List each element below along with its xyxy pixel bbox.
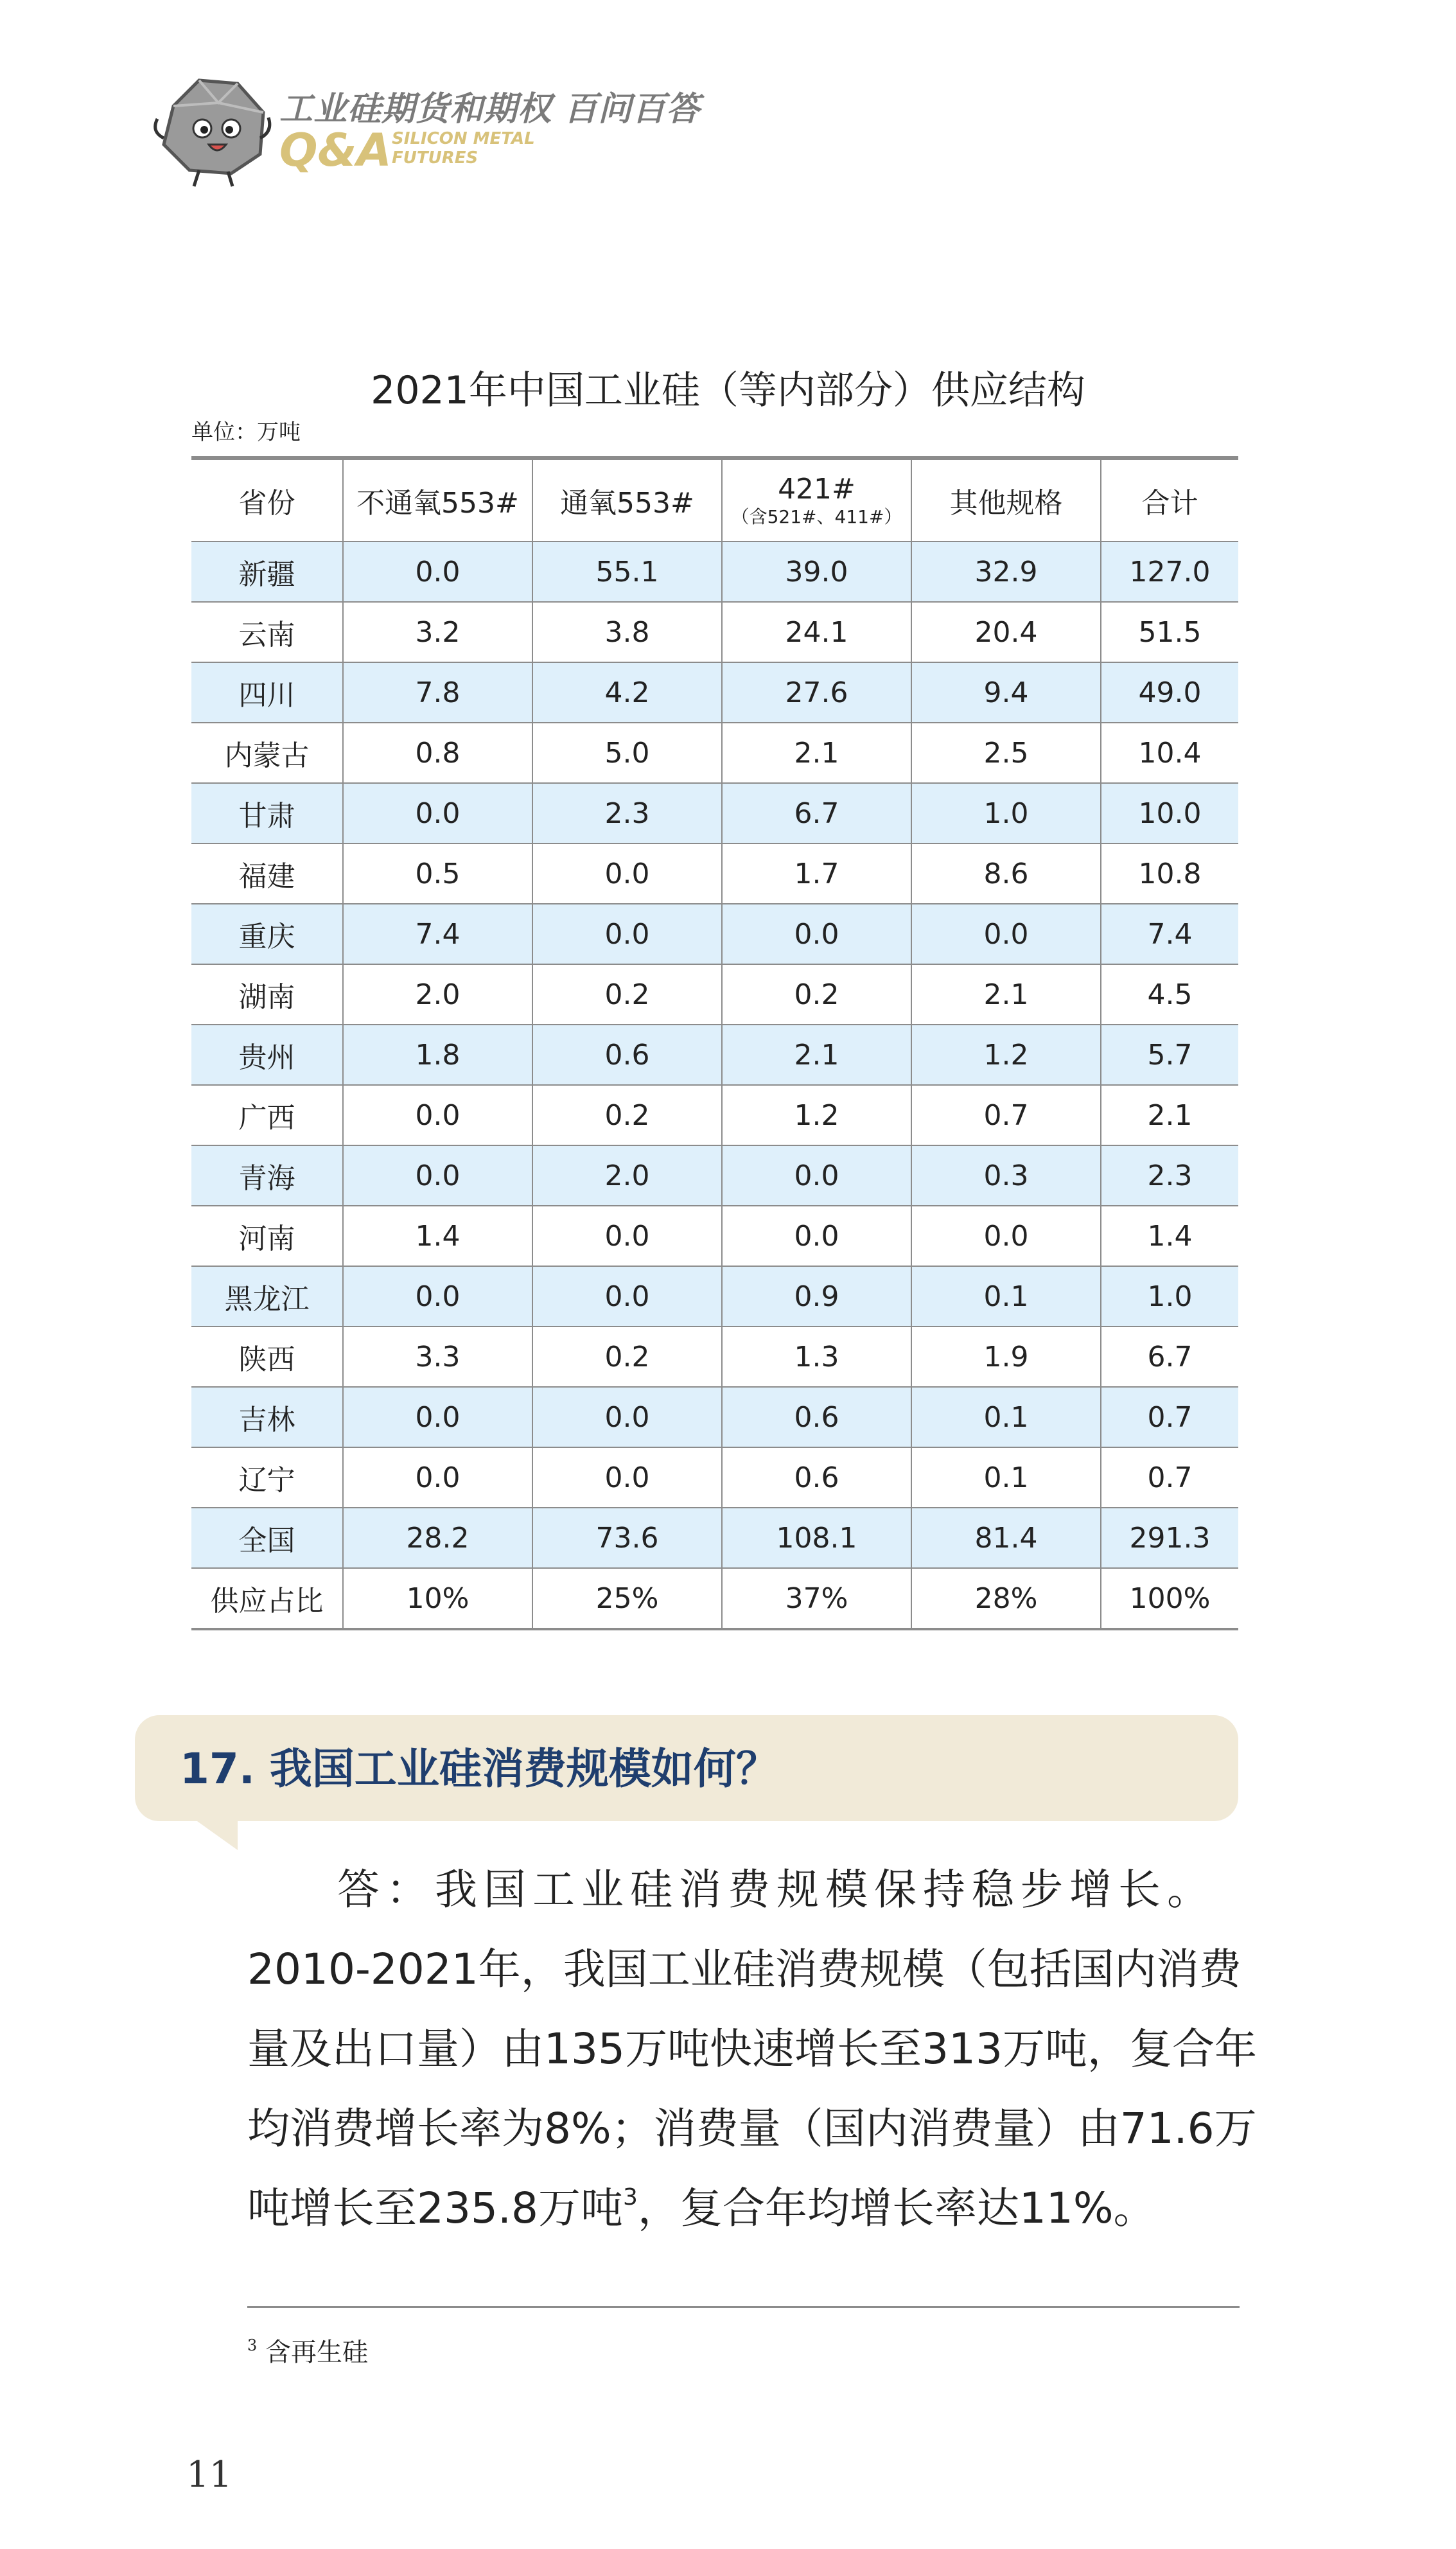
province-cell: 供应占比 xyxy=(191,1568,343,1629)
column-header-main: 421# xyxy=(778,473,855,506)
column-header xyxy=(722,458,911,542)
province-cell: 吉林 xyxy=(191,1387,343,1447)
value-cell: 51.5 xyxy=(1101,602,1238,662)
column-header: 不通氧553# xyxy=(343,458,532,542)
value-cell: 0.2 xyxy=(532,1327,722,1387)
value-cell: 7.4 xyxy=(343,904,532,964)
answer-line: 答：我国工业硅消费规模保持稳步增长。 xyxy=(337,1865,1216,1914)
table-row xyxy=(191,1327,1238,1387)
table-title: 2021年中国工业硅（等内部分）供应结构 xyxy=(371,368,1085,413)
value-cell: 100% xyxy=(1101,1568,1238,1629)
value-cell: 20.4 xyxy=(911,602,1101,662)
value-cell: 0.0 xyxy=(532,843,722,904)
province-cell: 新疆 xyxy=(191,542,343,602)
table-row xyxy=(191,1568,1238,1629)
table-header-row xyxy=(191,458,1238,542)
page-header xyxy=(148,67,726,190)
value-cell: 108.1 xyxy=(722,1508,911,1568)
value-cell: 0.7 xyxy=(911,1085,1101,1145)
table-row xyxy=(191,1025,1238,1085)
province-cell: 全国 xyxy=(191,1508,343,1568)
value-cell: 7.8 xyxy=(343,662,532,723)
brand-subtitle-line1: SILICON METAL xyxy=(392,129,535,148)
table-row xyxy=(191,662,1238,723)
value-cell: 8.6 xyxy=(911,843,1101,904)
province-cell: 重庆 xyxy=(191,904,343,964)
footnote-text: 含再生硅 xyxy=(265,2338,368,2367)
province-cell: 河南 xyxy=(191,1206,343,1266)
value-cell: 0.2 xyxy=(722,964,911,1025)
value-cell: 0.0 xyxy=(343,783,532,843)
value-cell: 0.0 xyxy=(343,542,532,602)
value-cell: 0.0 xyxy=(343,1266,532,1327)
value-cell: 0.0 xyxy=(343,1447,532,1508)
value-cell: 0.0 xyxy=(532,1266,722,1327)
value-cell: 81.4 xyxy=(911,1508,1101,1568)
value-cell: 3.2 xyxy=(343,602,532,662)
value-cell: 0.0 xyxy=(722,1145,911,1206)
table-row xyxy=(191,1447,1238,1508)
value-cell: 291.3 xyxy=(1101,1508,1238,1568)
value-cell: 32.9 xyxy=(911,542,1101,602)
value-cell: 0.0 xyxy=(722,904,911,964)
table-row xyxy=(191,1145,1238,1206)
value-cell: 3.8 xyxy=(532,602,722,662)
answer-paragraph xyxy=(247,1850,1257,2248)
value-cell: 10.8 xyxy=(1101,843,1238,904)
value-cell: 37% xyxy=(722,1568,911,1629)
table-row xyxy=(191,602,1238,662)
page-number: 11 xyxy=(186,2454,232,2496)
footnote xyxy=(247,2332,368,2368)
value-cell: 0.1 xyxy=(911,1447,1101,1508)
value-cell: 10% xyxy=(343,1568,532,1629)
brand-title: 工业硅期货和期权 百问百答 xyxy=(279,90,701,128)
value-cell: 10.0 xyxy=(1101,783,1238,843)
footnote-mark: 3 xyxy=(247,2336,258,2354)
brand-subtitle-line2: FUTURES xyxy=(392,148,478,168)
value-cell: 1.0 xyxy=(911,783,1101,843)
value-cell: 28.2 xyxy=(343,1508,532,1568)
brand-subtitle xyxy=(392,129,535,168)
value-cell: 0.0 xyxy=(722,1206,911,1266)
province-cell: 内蒙古 xyxy=(191,723,343,783)
value-cell: 5.7 xyxy=(1101,1025,1238,1085)
value-cell: 0.0 xyxy=(911,1206,1101,1266)
value-cell: 39.0 xyxy=(722,542,911,602)
value-cell: 1.0 xyxy=(1101,1266,1238,1327)
value-cell: 2.1 xyxy=(722,723,911,783)
supply-structure-table xyxy=(191,456,1238,1630)
province-cell: 青海 xyxy=(191,1145,343,1206)
value-cell: 0.7 xyxy=(1101,1447,1238,1508)
value-cell: 2.3 xyxy=(1101,1145,1238,1206)
table-row xyxy=(191,964,1238,1025)
column-header: 通氧553# xyxy=(532,458,722,542)
value-cell: 2.0 xyxy=(532,1145,722,1206)
value-cell: 0.2 xyxy=(532,1085,722,1145)
value-cell: 0.0 xyxy=(532,1447,722,1508)
value-cell: 0.0 xyxy=(343,1085,532,1145)
value-cell: 6.7 xyxy=(722,783,911,843)
value-cell: 10.4 xyxy=(1101,723,1238,783)
value-cell: 0.0 xyxy=(532,904,722,964)
value-cell: 0.0 xyxy=(532,1206,722,1266)
value-cell: 1.4 xyxy=(1101,1206,1238,1266)
value-cell: 0.3 xyxy=(911,1145,1101,1206)
value-cell: 4.2 xyxy=(532,662,722,723)
value-cell: 2.3 xyxy=(532,783,722,843)
value-cell: 6.7 xyxy=(1101,1327,1238,1387)
table-row xyxy=(191,542,1238,602)
value-cell: 28% xyxy=(911,1568,1101,1629)
value-cell: 0.6 xyxy=(532,1025,722,1085)
province-cell: 贵州 xyxy=(191,1025,343,1085)
value-cell: 1.9 xyxy=(911,1327,1101,1387)
table-row xyxy=(191,904,1238,964)
answer-text: ，复合年均增长率达11%。 xyxy=(637,2183,1156,2233)
province-cell: 黑龙江 xyxy=(191,1266,343,1327)
table-row xyxy=(191,1508,1238,1568)
value-cell: 0.1 xyxy=(911,1266,1101,1327)
value-cell: 0.6 xyxy=(722,1447,911,1508)
brand-qa-logo: Q&A xyxy=(279,124,392,177)
table-row xyxy=(191,1266,1238,1327)
value-cell: 1.2 xyxy=(911,1025,1101,1085)
value-cell: 25% xyxy=(532,1568,722,1629)
value-cell: 1.3 xyxy=(722,1327,911,1387)
answer-line: 均消费增长率为8%；消费量（国内消费量）由71.6万 xyxy=(247,2104,1257,2153)
answer-line: 2010-2021年，我国工业硅消费规模（包括国内消费 xyxy=(247,1945,1241,1994)
footnote-divider xyxy=(247,2306,1240,2308)
table-row xyxy=(191,1206,1238,1266)
unit-label: 单位：万吨 xyxy=(191,419,301,445)
province-cell: 福建 xyxy=(191,843,343,904)
answer-text: 吨增长至235.8万吨 xyxy=(247,2183,623,2233)
value-cell: 2.5 xyxy=(911,723,1101,783)
value-cell: 2.1 xyxy=(1101,1085,1238,1145)
value-cell: 1.8 xyxy=(343,1025,532,1085)
value-cell: 5.0 xyxy=(532,723,722,783)
value-cell: 0.5 xyxy=(343,843,532,904)
province-cell: 辽宁 xyxy=(191,1447,343,1508)
value-cell: 9.4 xyxy=(911,662,1101,723)
value-cell: 0.0 xyxy=(343,1387,532,1447)
value-cell: 0.0 xyxy=(343,1145,532,1206)
value-cell: 0.0 xyxy=(532,1387,722,1447)
value-cell: 2.0 xyxy=(343,964,532,1025)
column-header: 其他规格 xyxy=(911,458,1101,542)
table-row xyxy=(191,843,1238,904)
table-row xyxy=(191,723,1238,783)
answer-line: 量及出口量）由135万吨快速增长至313万吨，复合年 xyxy=(247,2024,1257,2074)
silicon-rock-mascot-icon xyxy=(148,67,276,190)
table-row xyxy=(191,783,1238,843)
value-cell: 49.0 xyxy=(1101,662,1238,723)
column-header-note: （含521#、411#） xyxy=(731,506,902,527)
value-cell: 127.0 xyxy=(1101,542,1238,602)
value-cell: 24.1 xyxy=(722,602,911,662)
province-cell: 四川 xyxy=(191,662,343,723)
value-cell: 1.4 xyxy=(343,1206,532,1266)
value-cell: 0.8 xyxy=(343,723,532,783)
value-cell: 0.9 xyxy=(722,1266,911,1327)
province-cell: 甘肃 xyxy=(191,783,343,843)
value-cell: 7.4 xyxy=(1101,904,1238,964)
value-cell: 1.7 xyxy=(722,843,911,904)
table-row xyxy=(191,1387,1238,1447)
question-bubble-tail xyxy=(193,1818,238,1850)
column-header: 合计 xyxy=(1101,458,1238,542)
value-cell: 0.1 xyxy=(911,1387,1101,1447)
footnote-reference: 3 xyxy=(622,2184,638,2210)
province-cell: 湖南 xyxy=(191,964,343,1025)
value-cell: 3.3 xyxy=(343,1327,532,1387)
table-row xyxy=(191,1085,1238,1145)
question-heading: 17. 我国工业硅消费规模如何？ xyxy=(180,1744,778,1794)
province-cell: 陕西 xyxy=(191,1327,343,1387)
value-cell: 73.6 xyxy=(532,1508,722,1568)
value-cell: 0.6 xyxy=(722,1387,911,1447)
value-cell: 2.1 xyxy=(722,1025,911,1085)
value-cell: 27.6 xyxy=(722,662,911,723)
value-cell: 0.7 xyxy=(1101,1387,1238,1447)
answer-line xyxy=(247,2169,1240,2248)
column-header: 省份 xyxy=(191,458,343,542)
value-cell: 2.1 xyxy=(911,964,1101,1025)
value-cell: 4.5 xyxy=(1101,964,1238,1025)
value-cell: 0.2 xyxy=(532,964,722,1025)
value-cell: 55.1 xyxy=(532,542,722,602)
value-cell: 1.2 xyxy=(722,1085,911,1145)
value-cell: 0.0 xyxy=(911,904,1101,964)
province-cell: 云南 xyxy=(191,602,343,662)
province-cell: 广西 xyxy=(191,1085,343,1145)
